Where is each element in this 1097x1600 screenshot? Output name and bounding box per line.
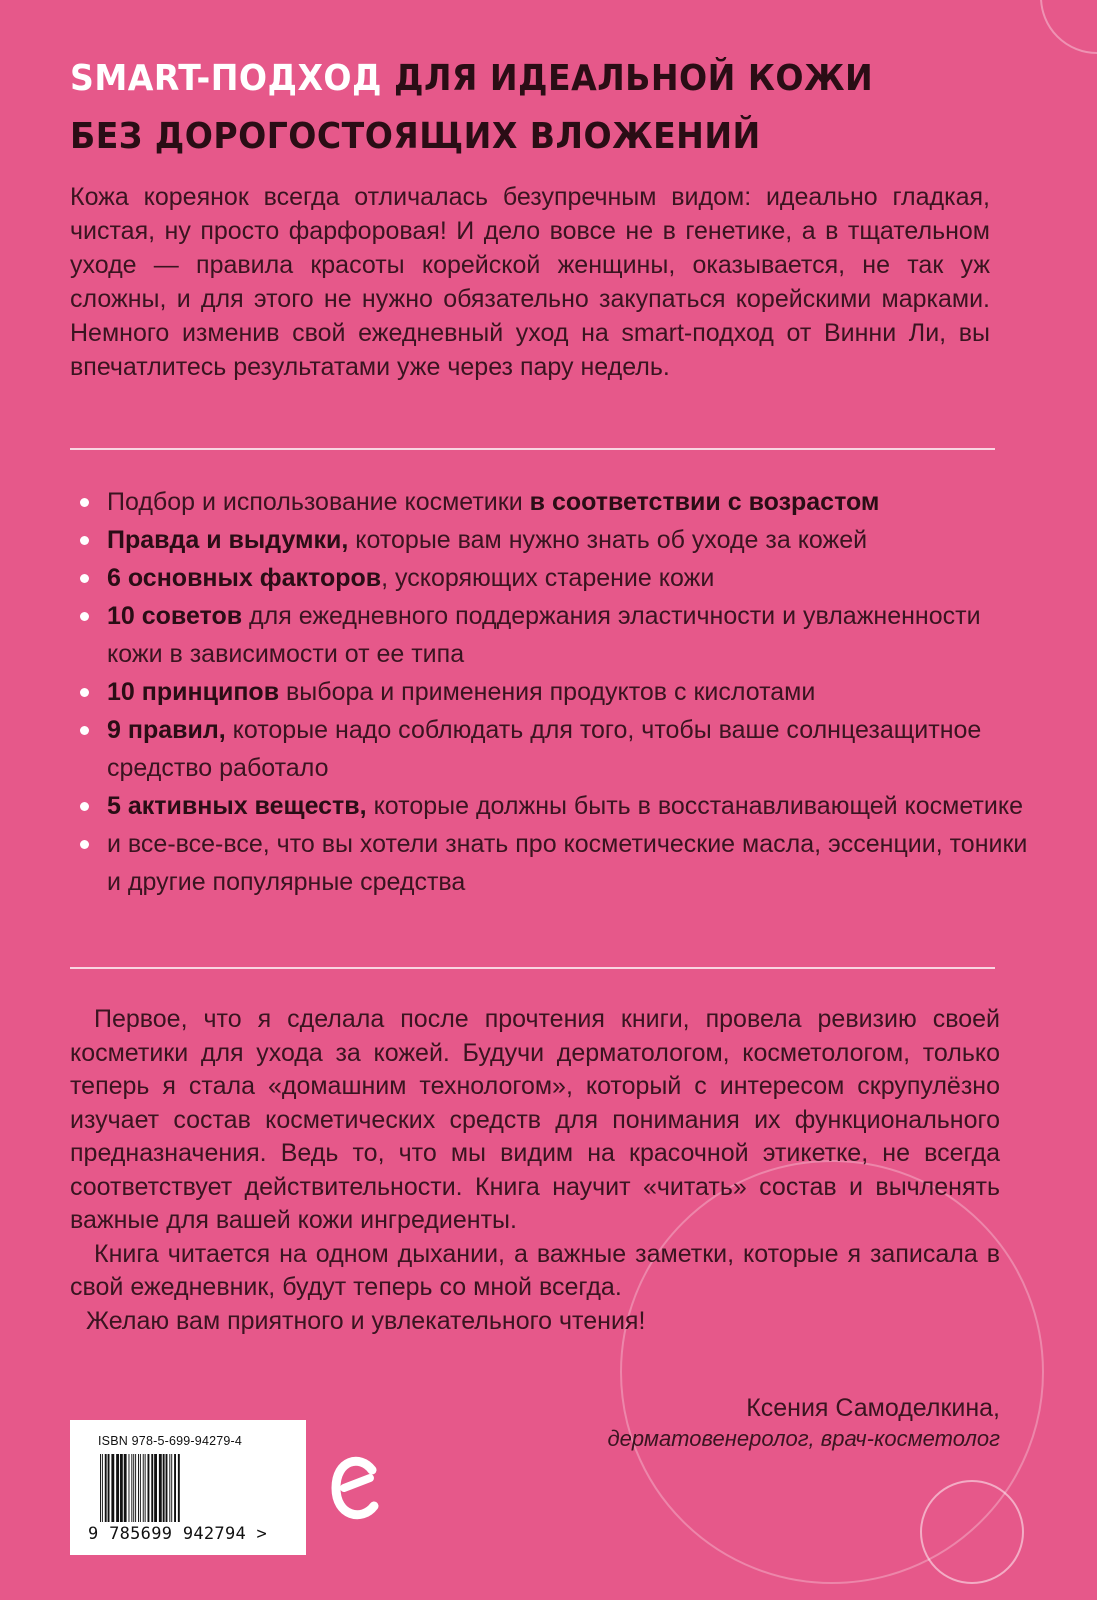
- barcode-icon: [98, 1454, 276, 1522]
- feature-text: выбора и применения продуктов с кислотами: [279, 678, 816, 706]
- feature-text: которые надо соблюдать для того, чтобы ваше солнцезащитное средство работало: [107, 716, 982, 782]
- review-author-name: Ксения Самоделкина,: [746, 1394, 1000, 1422]
- feature-highlight: 10 принципов: [107, 678, 280, 706]
- feature-list-item: [70, 711, 1030, 787]
- review-author-title: дерматовенеролог, врач-косметолог: [607, 1426, 1000, 1451]
- bullet-dot-icon: [80, 802, 89, 811]
- feature-highlight: 6 основных факторов: [107, 564, 382, 592]
- divider: [70, 967, 995, 969]
- divider: [70, 448, 995, 450]
- feature-highlight: 10 советов: [107, 602, 243, 630]
- headline-line-2: БЕЗ ДОРОГОСТОЯЩИХ ВЛОЖЕНИЙ: [70, 116, 761, 157]
- review-paragraph: Желаю вам приятного и увлекательного чтения!: [86, 1306, 646, 1335]
- bullet-dot-icon: [80, 498, 89, 507]
- headline: [70, 50, 953, 166]
- feature-list-item: [70, 559, 1030, 597]
- feature-list-item: [70, 787, 1030, 825]
- review-text: [70, 1003, 1000, 1338]
- decorative-circle: [1040, 0, 1097, 54]
- feature-list-item: [70, 521, 1030, 559]
- bullet-dot-icon: [80, 536, 89, 545]
- feature-text: , ускоряющих старение кожи: [381, 564, 715, 592]
- review-paragraph: Первое, что я сделала после прочтения книги, провела ревизию своей косметики для ухода за кожей. Будучи дерматологом, косметологом, только теперь я стала «домашним технологом», который с интересом скрупулёзно изучает состав косметических средств для понимания их функционального предназначения. Ведь то, что мы видим на красочной этикетке, не всегда соответствует действительности. Книга научит «читать» состав и вычленять важные для вашей кожи ингредиенты.: [70, 1005, 1000, 1234]
- headline-line-1: [70, 50, 953, 108]
- feature-text: для ежедневного поддержания эластичности и увлажненности кожи в зависимости от ее типа: [107, 602, 981, 668]
- headline-line-1-rest: ДЛЯ ИДЕАЛЬНОЙ КОЖИ: [382, 58, 874, 99]
- publisher-e-logo-icon: [330, 1448, 380, 1528]
- feature-text: Подбор и использование косметики: [107, 488, 530, 516]
- decorative-circle: [920, 1480, 1024, 1584]
- feature-highlight: в соответствии с возрастом: [529, 488, 880, 516]
- bullet-dot-icon: [80, 574, 89, 583]
- feature-highlight: Правда и выдумки,: [107, 526, 349, 554]
- feature-list-item: [70, 673, 1030, 711]
- feature-highlight: 9 правил,: [107, 716, 226, 744]
- review-paragraph: Книга читается на одном дыхании, а важные заметки, которые я записала в свой ежедневник, будут теперь со мной всегда.: [70, 1239, 1000, 1301]
- isbn-text: ISBN 978-5-699-94279-4: [98, 1434, 243, 1448]
- bullet-dot-icon: [80, 612, 89, 621]
- feature-highlight: 5 активных веществ,: [107, 792, 367, 820]
- bullet-dot-icon: [80, 840, 89, 849]
- feature-list-item: [70, 483, 1030, 521]
- intro-paragraph: Кожа кореянок всегда отличалась безупречным видом: идеально гладкая, чистая, ну просто фарфоровая! И дело вовсе не в генетике, а в тщательном уходе — правила красоты корейской женщины, оказывается, не так уж сложны, и для этого не нужно обязательно закупаться корейскими марками. Немного изменив свой ежедневный уход на smart-подход от Винни Ли, вы впечатлитесь результатами уже через пару недель.: [70, 183, 990, 381]
- headline-accent: SMART-ПОДХОД: [70, 58, 383, 99]
- feature-list-item: [70, 825, 1030, 901]
- barcode-digits: 9 785699 942794 >: [88, 1524, 268, 1544]
- bullet-dot-icon: [80, 726, 89, 735]
- barcode-block: [70, 1420, 306, 1555]
- feature-text: которые должны быть в восстанавливающей косметике: [366, 792, 1023, 820]
- feature-text: которые вам нужно знать об уходе за кожей: [348, 526, 868, 554]
- bullet-dot-icon: [80, 688, 89, 697]
- feature-text: и все-все-все, что вы хотели знать про косметические масла, эссенции, тоники и другие популярные средства: [107, 830, 1028, 896]
- feature-list-item: [70, 597, 1030, 673]
- feature-list: [70, 483, 1030, 901]
